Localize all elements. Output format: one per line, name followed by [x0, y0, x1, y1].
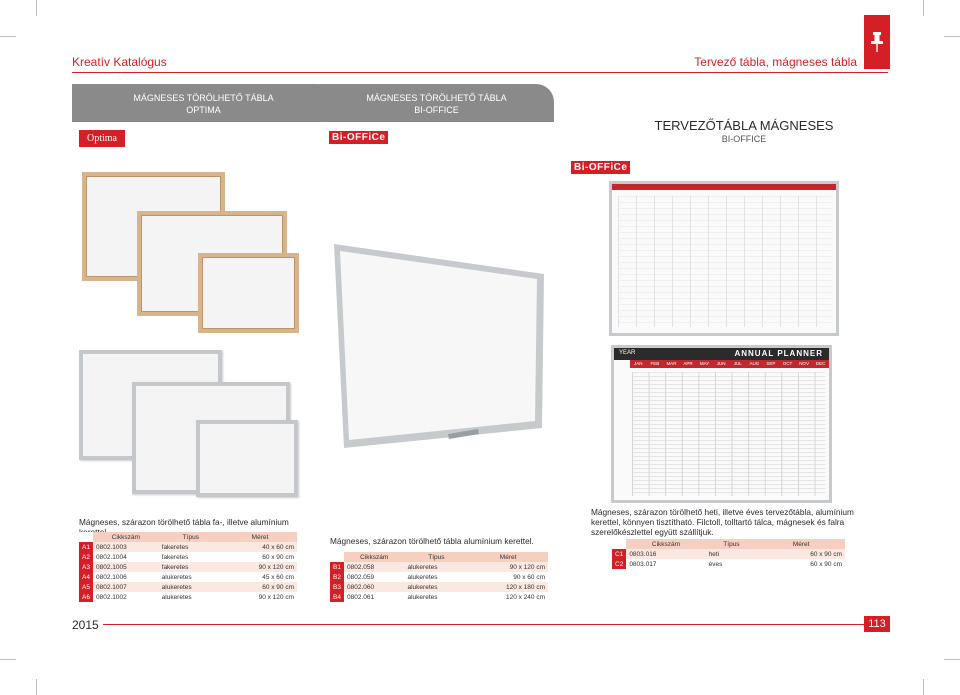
month-label: SEP — [766, 361, 776, 366]
crop-mark — [923, 679, 924, 695]
month-label: MAR — [666, 361, 677, 366]
pushpin-icon — [871, 32, 883, 52]
product-b-description: Mágneses, szárazon törölhető tábla alumínium kerettel. — [330, 536, 534, 546]
table-header — [612, 539, 845, 549]
cell-type: alukeretes — [405, 582, 469, 592]
cell-code: A3 — [79, 562, 93, 572]
cell-type: fakeretes — [161, 553, 189, 561]
cell-type: fakeretes — [159, 542, 223, 552]
crop-mark — [0, 36, 16, 37]
cell-type: alukeretes — [407, 573, 438, 581]
planner-grid — [618, 196, 832, 327]
cell-code: A2 — [79, 552, 93, 562]
cell-code: A5 — [79, 582, 93, 592]
month-label: DEC — [815, 361, 826, 366]
table-row — [330, 582, 548, 592]
column-header: Cikkszám — [626, 539, 705, 549]
product-c-header — [605, 118, 883, 144]
product-a-description: Mágneses, szárazon törölhető tábla fa-, illetve alumínium — [79, 517, 289, 527]
column-header: Méret — [223, 532, 297, 542]
product-c-table — [612, 539, 845, 569]
cell-type: alukeretes — [405, 562, 469, 572]
crop-mark — [923, 0, 924, 16]
page-number: 113 — [864, 616, 890, 632]
month-label: JUN — [716, 361, 726, 366]
month-label: JUL — [733, 361, 742, 366]
header-rule — [72, 72, 888, 73]
cell-type: fakeretes — [159, 562, 223, 572]
cell-type: alukeretes — [161, 573, 192, 581]
column-header: Méret — [468, 552, 548, 562]
cell-code: C2 — [612, 559, 626, 569]
cell-sku: 0802.1005 — [93, 562, 159, 572]
perspective-whiteboard — [328, 238, 550, 453]
table-row — [79, 542, 297, 552]
cell-sku: 0802.1006 — [96, 573, 127, 581]
column-header: Méret — [757, 539, 845, 549]
annual-planner-grid — [632, 372, 825, 496]
cell-size: 60 x 90 cm — [810, 560, 842, 568]
optima-logo: Optima — [79, 130, 125, 147]
month-label: NOV — [799, 361, 809, 366]
cell-size: 120 x 180 cm — [468, 582, 548, 592]
column-header: Típus — [405, 552, 469, 562]
table-row — [330, 572, 548, 582]
annual-planner-header — [614, 348, 829, 360]
footer-year: 2015 — [72, 618, 103, 632]
cell-sku: 0802.1002 — [96, 593, 127, 601]
column-header: Típus — [706, 539, 758, 549]
header-spacer — [612, 539, 626, 549]
weekly-planner-board — [609, 181, 839, 336]
month-label: APR — [683, 361, 693, 366]
product-a-header — [72, 84, 335, 122]
header-spacer — [79, 532, 93, 542]
footer-rule — [72, 624, 888, 625]
column-header: Cikkszám — [93, 532, 159, 542]
cell-size: 90 x 60 cm — [513, 573, 545, 581]
cell-sku: 0802.061 — [347, 593, 375, 601]
cell-sku: 0802.059 — [347, 573, 375, 581]
cell-sku: 0802.1004 — [96, 553, 127, 561]
pin-tab — [864, 15, 890, 69]
table-row — [79, 562, 297, 572]
cell-type: alukeretes — [159, 582, 223, 592]
product-a-title: MÁGNESES TÖRÖLHETŐ TÁBLA — [133, 93, 274, 103]
table-row — [79, 592, 297, 602]
cell-size: 60 x 90 cm — [262, 553, 294, 561]
product-c-description: Mágneses, szárazon törölhető heti, illetve éves tervezőtábla, alumínium kerettel, könnyen tisztítható. Filctoll, tolltartó tálca, mágnesek és falra szerelőkészlettel együtt szállítjuk. — [591, 507, 854, 537]
table-row — [79, 572, 297, 582]
wood-board-small — [198, 253, 299, 333]
cell-size: 90 x 120 cm — [223, 562, 297, 572]
product-a-table — [79, 532, 297, 602]
month-label: FEB — [650, 361, 660, 366]
catalog-title: Kreatív Katalógus — [72, 55, 167, 69]
month-label: JAN — [634, 361, 643, 366]
table-row — [330, 592, 548, 602]
product-a-brand: OPTIMA — [186, 105, 221, 115]
product-b-table — [330, 552, 548, 602]
month-label: MAY — [699, 361, 710, 366]
column-header: Típus — [159, 532, 223, 542]
cell-type: alukeretes — [407, 593, 438, 601]
month-label: AUG — [749, 361, 760, 366]
cell-size: 45 x 60 cm — [262, 573, 294, 581]
crop-mark — [0, 659, 16, 660]
table-header — [330, 552, 548, 562]
product-c-title: TERVEZŐTÁBLA MÁGNESES — [654, 118, 834, 133]
cell-size: 60 x 90 cm — [223, 582, 297, 592]
cell-code: A4 — [79, 572, 93, 582]
cell-sku: 0802.058 — [344, 562, 405, 572]
cell-size: 90 x 120 cm — [258, 593, 294, 601]
cell-size: 40 x 60 cm — [223, 542, 297, 552]
crop-mark — [36, 0, 37, 16]
cell-code: B3 — [330, 582, 344, 592]
section-title: Tervező tábla, mágneses tábla — [694, 55, 857, 69]
product-b-brand: BI-OFFICE — [414, 105, 459, 115]
table-row — [612, 549, 845, 559]
cell-code: C1 — [612, 549, 626, 559]
table-row — [79, 582, 297, 592]
product-b-header — [319, 84, 554, 122]
product-b-title: MÁGNESES TÖRÖLHETŐ TÁBLA — [366, 93, 507, 103]
header-spacer — [330, 552, 344, 562]
crop-mark — [944, 659, 960, 660]
cell-sku: 0803.016 — [626, 549, 705, 559]
cell-type: éves — [708, 560, 723, 568]
table-row — [330, 562, 548, 572]
alu-board-small — [196, 420, 298, 497]
cell-code: B4 — [330, 592, 344, 602]
column-header: Cikkszám — [344, 552, 405, 562]
annual-planner-year: YEAR — [619, 350, 636, 356]
cell-size: 120 x 240 cm — [505, 593, 545, 601]
cell-code: B2 — [330, 572, 344, 582]
cell-size: 90 x 120 cm — [468, 562, 548, 572]
planner-header-bar — [612, 184, 836, 190]
cell-sku: 0802.1003 — [93, 542, 159, 552]
cell-sku: 0803.017 — [629, 560, 657, 568]
cell-type: alukeretes — [161, 593, 192, 601]
cell-type: heti — [706, 549, 758, 559]
bi-office-logo: Bi-OFFiCe — [329, 131, 388, 144]
product-c-brand: BI-OFFICE — [721, 134, 767, 144]
table-row — [612, 559, 845, 569]
cell-code: B1 — [330, 562, 344, 572]
table-row — [79, 552, 297, 562]
annual-planner-months — [630, 360, 829, 368]
annual-planner-board — [611, 345, 832, 503]
crop-mark — [36, 679, 37, 695]
cell-code: A1 — [79, 542, 93, 552]
bi-office-logo: Bi-OFFiCe — [571, 161, 630, 174]
table-header — [79, 532, 297, 542]
annual-planner-title: ANNUAL PLANNER — [734, 349, 823, 358]
month-label: OCT — [782, 361, 793, 366]
cell-sku: 0802.1007 — [93, 582, 159, 592]
cell-size: 60 x 90 cm — [757, 549, 845, 559]
cell-sku: 0802.060 — [344, 582, 405, 592]
crop-mark — [944, 36, 960, 37]
cell-code: A6 — [79, 592, 93, 602]
